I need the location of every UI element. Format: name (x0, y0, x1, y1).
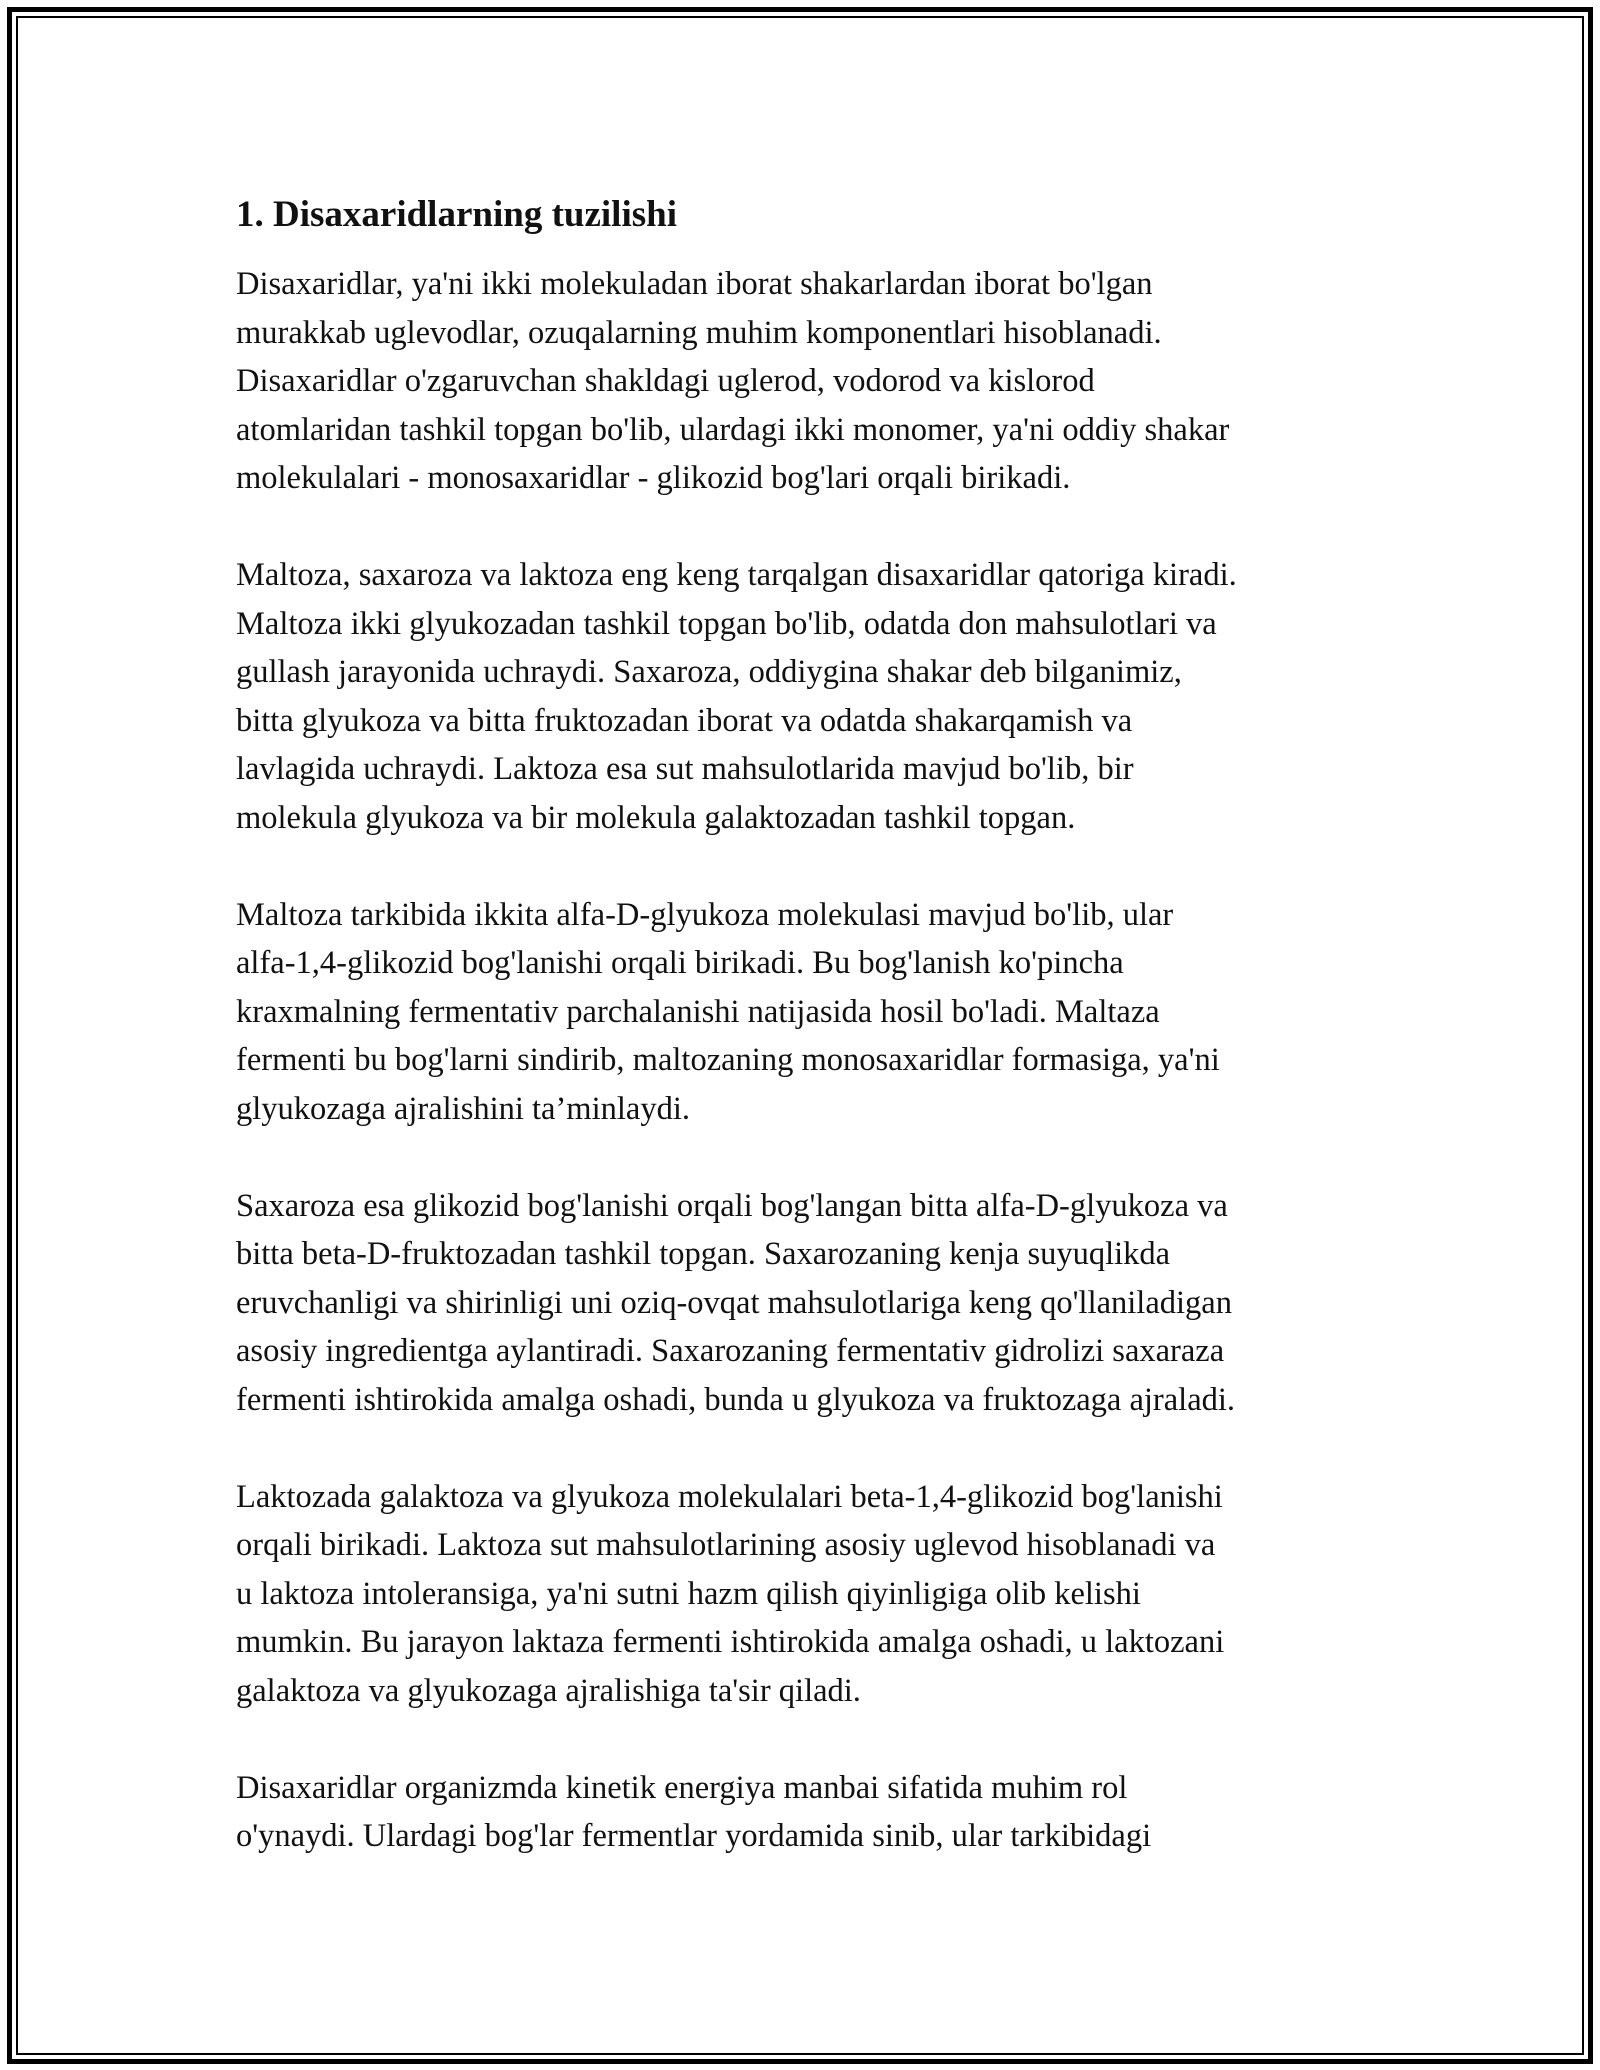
paragraph-1 (236, 260, 1376, 503)
text-line: Maltoza ikki glyukozadan tashkil topgan bo'lib, odatda don mahsulotlari va (236, 605, 1217, 642)
text-line: eruvchanligi va shirinligi uni oziq-ovqat mahsulotlariga keng qo'llaniladigan (236, 1284, 1232, 1321)
text-line: gullash jarayonida uchraydi. Saxaroza, oddiygina shakar deb bilganimiz, (236, 654, 1182, 690)
text-line: molekula glyukoza va bir molekula galaktozadan tashkil topgan. (236, 799, 1076, 836)
text-line: Disaxaridlar o'zgaruvchan shakldagi uglerod, vodorod va kislorod (236, 363, 1095, 399)
text-line: bitta beta-D-fruktozadan tashkil topgan. Saxarozaning kenja suyuqlikda (236, 1236, 1171, 1272)
text-line: alfa-1,4-glikozid bog'lanishi orqali birikadi. Bu bog'lanish ko'pincha (236, 945, 1124, 981)
text-line: murakkab uglevodlar, ozuqalarning muhim komponentlari hisoblanadi. (236, 314, 1162, 351)
text-line: Maltoza, saxaroza va laktoza eng keng tarqalgan disaxaridlar qatoriga kiradi. (236, 557, 1237, 593)
text-line: lavlagida uchraydi. Laktoza esa sut mahsulotlarida mavjud bo'lib, bir (236, 751, 1134, 787)
document-body (236, 190, 1376, 1909)
paragraph-4 (236, 1182, 1376, 1425)
text-line: Saxaroza esa glikozid bog'lanishi orqali bog'langan bitta alfa-D-glyukoza va (236, 1187, 1228, 1224)
text-line: bitta glyukoza va bitta fruktozadan iborat va odatda shakarqamish va (236, 702, 1133, 739)
text-line: fermenti ishtirokida amalga oshadi, bunda u glyukoza va fruktozaga ajraladi. (236, 1381, 1236, 1418)
text-line: Laktozada galaktoza va glyukoza molekulalari beta-1,4-glikozid bog'lanishi (236, 1478, 1223, 1515)
text-line: atomlaridan tashkil topgan bo'lib, ulardagi ikki monomer, ya'ni oddiy shakar (236, 411, 1230, 448)
text-line: mumkin. Bu jarayon laktaza fermenti ishtirokida amalga oshadi, u laktozani (236, 1624, 1225, 1660)
text-line: galaktoza va glyukozaga ajralishiga ta'sir qiladi. (236, 1672, 861, 1709)
text-line: molekulalari - monosaxaridlar - glikozid bog'lari orqali birikadi. (236, 460, 1071, 496)
text-line: o'ynaydi. Ulardagi bog'lar fermentlar yordamida sinib, ular tarkibidagi (236, 1818, 1152, 1854)
text-line: kraxmalning fermentativ parchalanishi natijasida hosil bo'ladi. Maltaza (236, 993, 1160, 1030)
paragraph-5 (236, 1473, 1376, 1716)
text-line: u laktoza intoleransiga, ya'ni sutni hazm qilish qiyinligiga olib kelishi (236, 1575, 1141, 1612)
text-line: fermenti bu bog'larni sindirib, maltozaning monosaxaridlar formasiga, ya'ni (236, 1042, 1220, 1078)
text-line: orqali birikadi. Laktoza sut mahsulotlarining asosiy uglevod hisoblanadi va (236, 1527, 1216, 1563)
text-line: Disaxaridlar, ya'ni ikki molekuladan iborat shakarlardan iborat bo'lgan (236, 266, 1153, 302)
paragraph-2 (236, 551, 1376, 842)
text-line: Disaxaridlar organizmda kinetik energiya manbai sifatida muhim rol (236, 1769, 1128, 1806)
text-line: asosiy ingredientga aylantiradi. Saxarozaning fermentativ gidrolizi saxaraza (236, 1333, 1225, 1369)
paragraph-6 (236, 1764, 1376, 1861)
text-line: glyukozaga ajralishini ta’minlaydi. (236, 1090, 690, 1127)
section-heading: 1. Disaxaridlarning tuzilishi (236, 194, 677, 235)
paragraph-3 (236, 891, 1376, 1134)
text-line: Maltoza tarkibida ikkita alfa-D-glyukoza molekulasi mavjud bo'lib, ular (236, 896, 1174, 933)
